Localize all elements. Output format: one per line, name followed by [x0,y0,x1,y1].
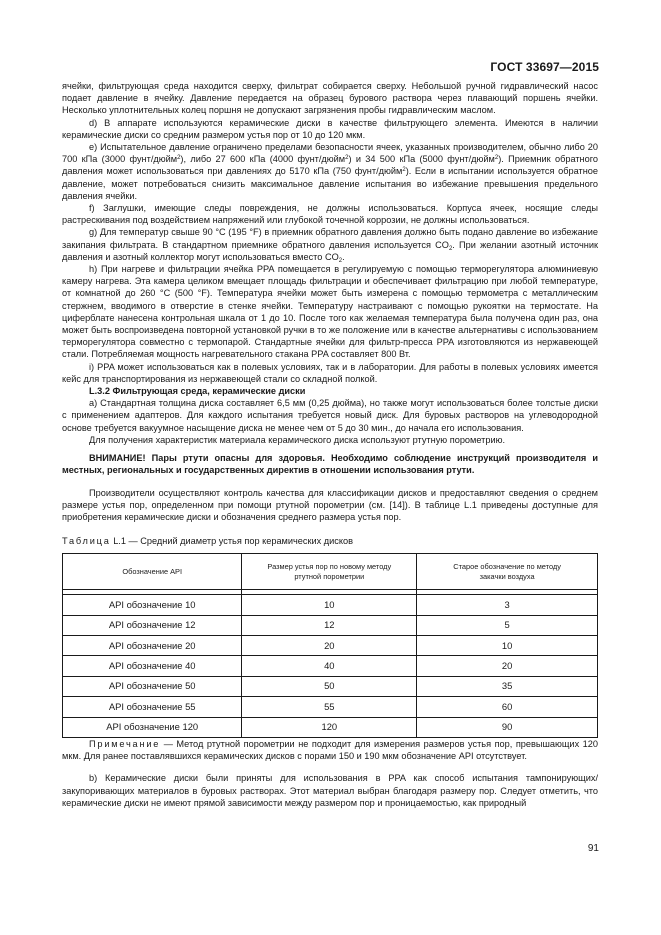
table-row: API обозначение 120 120 90 [63,717,598,737]
page-number: 91 [587,843,599,854]
paragraph-continuation: ячейки, фильтрующая среда находится сверху, фильтрат собирается сверху. Небольшой ручной гидравлический насос подает давление в ячейку. Давление передается на образец бурового раствора через плавающий поршень ячейки. Несколько уплотнительных колец поршня не допускают загрязнения пробы гидравлическим маслом. [62,81,598,116]
table-row: API обозначение 12 12 5 [63,615,598,635]
table-row: API обозначение 40 40 20 [63,656,598,676]
paragraph-manufacturers: Производители осуществляют контроль качества для классификации дисков и предоставляют сведения о среднем размере устья пор, определенном при помощи ртутной порометрии (см. [14]). В таблице L.1 приведены доступные для приобретения керамические диски и обозначения среднего размера устья пор. [62,487,598,522]
paragraph-h: h) При нагреве и фильтрации ячейка PPA помещается в регулируемую с помощью терморегулятора алюминиевую камеру нагрева. Эта камера целиком вмещает площадь фильтрации и обеспечивает фильтрацию при любой температуре, от комнатной до 260 °С (500 °F). Температура ячейки может быть измерена с помощью термометра с металлическим стержнем, вводимого в отверстие в стенке ячейки. Температуру настраивают с помощью рукоятки на термостате. На циферблате нанесена контрольная шкала от 1 до 10. После того как желаемая температура была получена один раз, она может быть воспроизведена повторной установкой ручки в то же положение или в качестве альтернативы с использованием терморегулятора совместно с термопарой. Стандартные ячейки для фильтр-пресса PPA изготовляются из нержавеющей стали. Потребляемая мощность нагревательного стакана PPA составляет 800 Вт. [62,264,598,360]
table-header-api: Обозначение API [63,554,242,590]
document-code: ГОСТ 33697—2015 [490,60,599,74]
paragraph-a: а) Стандартная толщина диска составляет 6,5 мм (0,25 дюйма), но также могут использоваться более толстые диски с применением адаптеров. Для каждого испытания требуется новый диск. Для буровых растворов на углеводородной основе требуется вакуумное насыщение диска не менее чем от 5 до 30 мин., до начала его использования. [62,398,598,433]
paragraph-g: g) Для температур свыше 90 °С (195 °F) в приемник обратного давления должно быть подано давление во избежание закипания фильтрата. В стандартном приемнике обратного давления используется $CO_2$. При желании азотный источник давления и азотный коллектор могут использоваться вместо $CO_2$. [62,227,598,264]
pore-size-table [62,553,598,738]
section-heading: L.3.2 Фильтрующая среда, керамические диски [89,386,306,397]
table-row: API обозначение 20 20 10 [63,636,598,656]
table-row: API обозначение 55 55 60 [63,697,598,717]
paragraph-f: f) Заглушки, имеющие следы повреждения, не должны использоваться. Корпуса ячеек, носящие следы растрескивания под воздействием напряжений или глубокой точечной коррозии, не должны использоваться. [62,203,598,226]
table-row: API обозначение 10 10 3 [63,595,598,615]
paragraph-b: b) Керамические диски были приняты для использования в PPA как способ испытания тампонирующих/закупоривающих материалов в буровых растворах. Этот материал выбран благодаря размеру пор. Следует отметить, что керамические диски не имеют прямой зависимости между размером пор и проницаемостью, как природный [62,773,598,808]
paragraph-e: e) Испытательное давление ограничено пределами безопасности ячеек, указанных производителем, обычно либо 20 700 кПа (3000 фунт/дюйм$^2$), либо 27 600 кПа (4000 фунт/дюйм$^2$) и 34 500 кПа (5000 фунт/дюйм$^2$). Приемник обратного давления может использоваться при давлениях до 5170 кПа (750 фунт/дюйм$^2$). Если в испытании используется обратное давление, может потребоваться снизить максимальное давление испытания во избежание превышения предельного давления ячейки. [62,142,599,201]
paragraph-porometry: Для получения характеристик материала керамического диска используют ртутную порометрию. [89,434,506,445]
table-caption: Таблица L.1 — Средний диаметр устья пор керамических дисков [62,536,353,547]
paragraph-i: i) PPA может использоваться как в полевых условиях, так и в лаборатории. Для работы в полевых условиях имеется кейс для транспортирования из нержавеющей стали со складной полкой. [62,361,598,384]
table-note: Примечание — Метод ртутной порометрии не подходит для измерения размеров устья пор, превышающих 120 мкм. Для ранее поставлявшихся керамических дисков с порами 150 и 190 мкм обозначение API отсутствует. [62,739,598,762]
paragraph-d: d) В аппарате используются керамические диски в качестве фильтрующего элемента. Имеются в наличии керамические диски со средним размером устья пор от 10 до 120 мкм. [62,117,598,140]
table-row: API обозначение 50 50 35 [63,676,598,696]
warning-text: ВНИМАНИЕ! Пары ртути опасны для здоровья. Необходимо соблюдение инструкций производителя и местных, региональных и государственных директив в отношении использования ртути. [62,453,598,476]
table-header-old-method: Старое обозначение по методу закачки воздуха [417,554,598,590]
document-body [62,80,598,809]
table-header-new-method: Размер устья пор по новому методу ртутной порометрии [242,554,417,590]
